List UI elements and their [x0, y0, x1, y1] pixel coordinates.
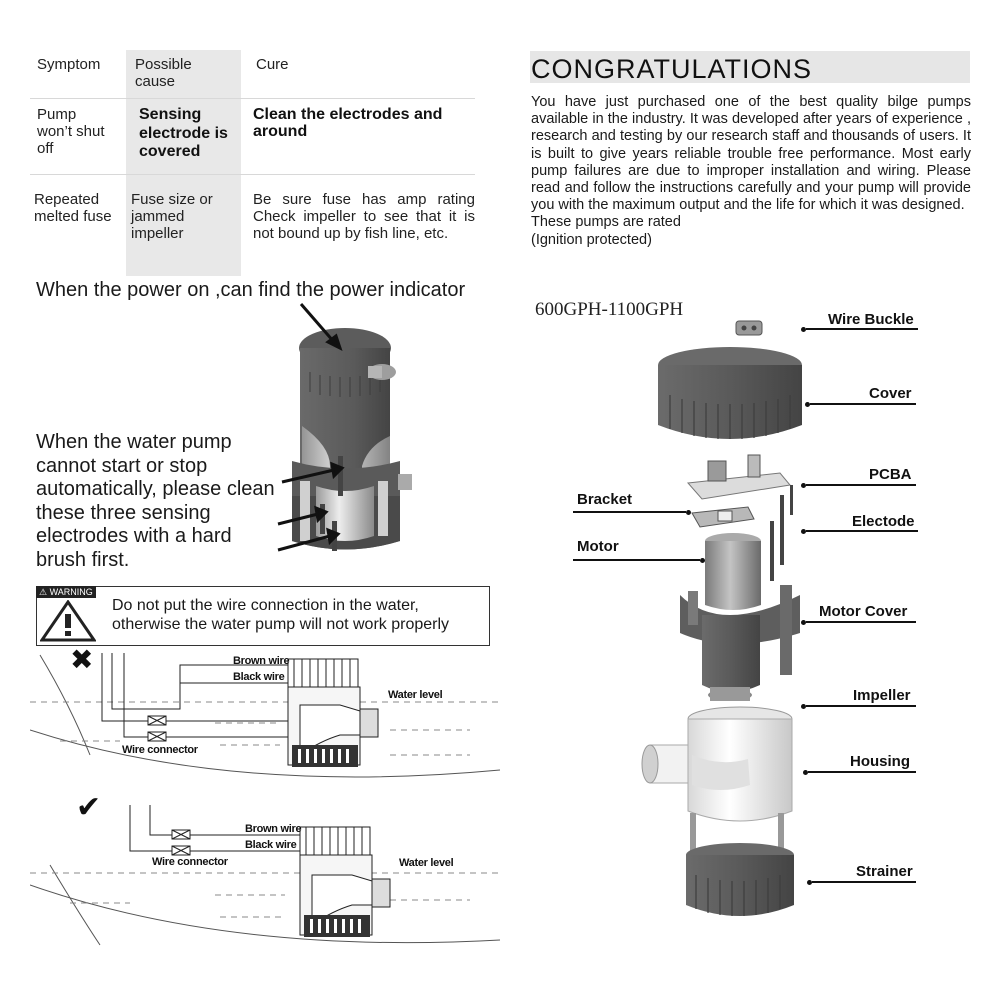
warning-triangle-icon [40, 600, 96, 642]
brown-wire-label: Brown wire [245, 823, 302, 835]
part-motor-cover: Motor Cover [819, 603, 908, 620]
black-wire-label: Black wire [233, 671, 285, 683]
header-symptom: Symptom [37, 56, 101, 73]
callout-line [806, 705, 916, 707]
part-impeller: Impeller [853, 687, 911, 704]
correct-mark-icon: ✔ [76, 791, 102, 824]
part-pcba: PCBA [869, 466, 912, 483]
water-level-label: Water level [388, 689, 443, 701]
row2-cause: Fuse size or jammed impeller [131, 191, 213, 242]
part-housing: Housing [850, 753, 910, 770]
part-cover: Cover [869, 385, 912, 402]
table-divider [30, 174, 475, 175]
intro-text [531, 94, 971, 249]
part-strainer: Strainer [856, 863, 913, 880]
part-motor: Motor [577, 538, 619, 555]
row1-cause: Sensing electrode is covered [139, 106, 228, 160]
model-range: 600GPH-1100GPH [535, 299, 684, 320]
row1-cure: Clean the electrodes and around [253, 106, 443, 140]
callout-line [810, 403, 916, 405]
intro-paragraph: You have just purchased one of the best quality bilge pumps available in the industry. It was developed after years of experience , research and testing by our research staff and thousands of users. It is built to give years reliable trouble free performance. Most early pump failures are due to improper installation and wiring. Please read and follow the instructions carefully and your pump will provide you with the maximum output and the life for which it was designed. [531, 94, 971, 214]
callout-line [806, 621, 916, 623]
page-title: CONGRATULATIONS [531, 54, 813, 84]
part-wire-buckle: Wire Buckle [828, 311, 914, 328]
wiring-diagram-wrong [30, 645, 510, 805]
row1-symptom: Pump won’t shut off [37, 106, 105, 157]
callout-line [806, 328, 918, 330]
electrodes-caption: When the water pump cannot start or stop automatically, please clean these three sensing electrodes with a hard brush first. [36, 431, 275, 571]
callout-line [573, 511, 686, 513]
rated-line: These pumps are rated [531, 214, 681, 231]
header-cure: Cure [256, 56, 289, 73]
warning-text: Do not put the wire connection in the water, otherwise the water pump will not work properly [112, 597, 450, 633]
row2-symptom: Repeated melted fuse [34, 191, 112, 225]
callout-line [806, 530, 918, 532]
troubleshooting-table [30, 48, 475, 276]
wire-connector-label: Wire connector [152, 856, 228, 868]
exploded-view-illustration [630, 315, 810, 930]
wire-connector-label: Wire connector [122, 744, 198, 756]
warning-icon: ⚠ [39, 587, 50, 597]
callout-dot [700, 558, 705, 563]
callout-line [808, 771, 916, 773]
part-electode: Electode [852, 513, 915, 530]
pump-illustration [270, 296, 420, 580]
power-caption: When the power on ,can find the power indicator [36, 279, 466, 301]
warning-tag: ⚠ WARNING [36, 586, 96, 598]
header-cause: Possible cause [135, 56, 192, 90]
black-wire-label: Black wire [245, 839, 297, 851]
part-bracket: Bracket [577, 491, 633, 508]
callout-line [812, 881, 916, 883]
row2-cure: Be sure fuse has amp rating Check impeller to see that it is not bound up by fish line, etc. [253, 191, 475, 242]
callout-line [573, 559, 700, 561]
ignition-line: (Ignition protected) [531, 231, 652, 248]
water-level-label: Water level [399, 857, 454, 869]
wrong-mark-icon: ✖ [70, 644, 94, 675]
callout-line [806, 484, 916, 486]
brown-wire-label: Brown wire [233, 655, 290, 667]
callout-dot [686, 510, 691, 515]
table-divider [30, 98, 475, 99]
